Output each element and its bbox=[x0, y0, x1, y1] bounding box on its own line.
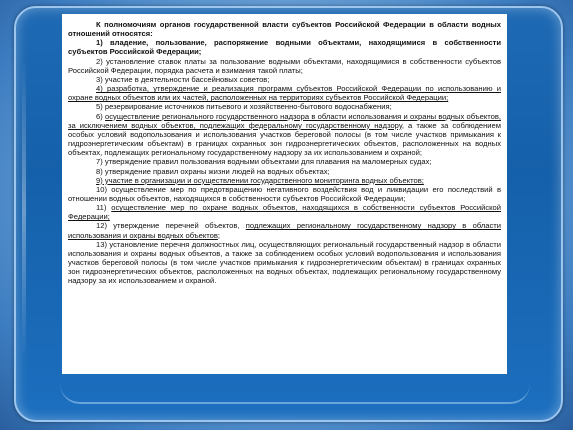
document-heading: К полномочиям органов государственной власти субъектов Российской Федерации в области водных отношений относятся: bbox=[68, 20, 501, 39]
item-3: 3) участие в деятельности бассейновых советов; bbox=[96, 74, 270, 84]
document-page bbox=[62, 14, 507, 374]
item-6-number: 6) bbox=[96, 111, 106, 121]
item-10: 10) осуществление мер по предотвращению негативного воздействия вод и ликвидации его последствий в отношении водных объектов, находящихся в собственности субъектов Российской Федерации; bbox=[68, 184, 501, 203]
item-6 bbox=[68, 112, 501, 158]
item-11 bbox=[68, 203, 501, 221]
item-2: 2) установление ставок платы за пользование водными объектами, находящимися в собственности субъектов Российской Федерации, порядка расчета и взимания такой платы; bbox=[68, 56, 501, 75]
item-12-number: 12) утверждение перечней объектов, bbox=[96, 221, 246, 231]
item-11-number: 11) bbox=[96, 203, 112, 213]
item-13: 13) установление перечня должностных лиц, осуществляющих региональный государственный надзор в области использования и охраны водных объектов, а также за соблюдением особых условий водопользования и использования участков береговой полосы (в том числе участков примыкания к гидроэнергетическим объектам) в границах охранных зон гидроэнергетических объектов, расположенных на водных объектах, подлежащих региональному государственному надзору за их использованием и охраной. bbox=[68, 239, 501, 286]
item-11-underlined: осуществление мер по охране водных объектов, находящихся в собственности субъектов Российской Федерации; bbox=[68, 203, 501, 222]
item-6-underlined: осуществление регионального государственного надзора в области использования и охраны водных объектов, за исключением водных объектов, подлежащих федеральному государственному надзору bbox=[68, 111, 501, 130]
item-5: 5) резервирование источников питьевого и хозяйственно-бытового водоснабжения; bbox=[96, 102, 392, 112]
item-12-end: ; bbox=[217, 230, 221, 240]
item-9: 9) участие в организации и осуществлении государственного мониторинга водных объектов; bbox=[96, 175, 424, 185]
item-7: 7) утверждение правил пользования водными объектами для плавания на маломерных судах; bbox=[96, 157, 432, 167]
item-8: 8) утверждение правил охраны жизни людей на водных объектах; bbox=[96, 166, 330, 176]
decorative-curve bbox=[60, 384, 530, 404]
item-6-rest: , а также за соблюдением особых условий водопользования и использования участков береговой полосы (в том числе участков примыкания к гидроэнергетическим объектам) в границах охранных зон гидроэнергетических объектов, расположенных на водных объектах, подлежащих региональному государственному надзору за их использованием и охраной; bbox=[68, 120, 501, 158]
item-1: 1) владение, пользование, распоряжение водными объектами, находящимися в собственности субъектов Российской Федерации; bbox=[68, 38, 501, 57]
item-12-underlined: подлежащих региональному государственному надзору в области использования и охраны водных объектов bbox=[68, 221, 501, 240]
item-12 bbox=[68, 221, 501, 239]
item-4: 4) разработка, утверждение и реализация программ субъектов Российской Федерации по использованию и охране водных объектов или их частей, расположенных на территориях субъектов Российской Федерации; bbox=[68, 84, 501, 103]
decorative-highlight bbox=[22, 60, 26, 360]
